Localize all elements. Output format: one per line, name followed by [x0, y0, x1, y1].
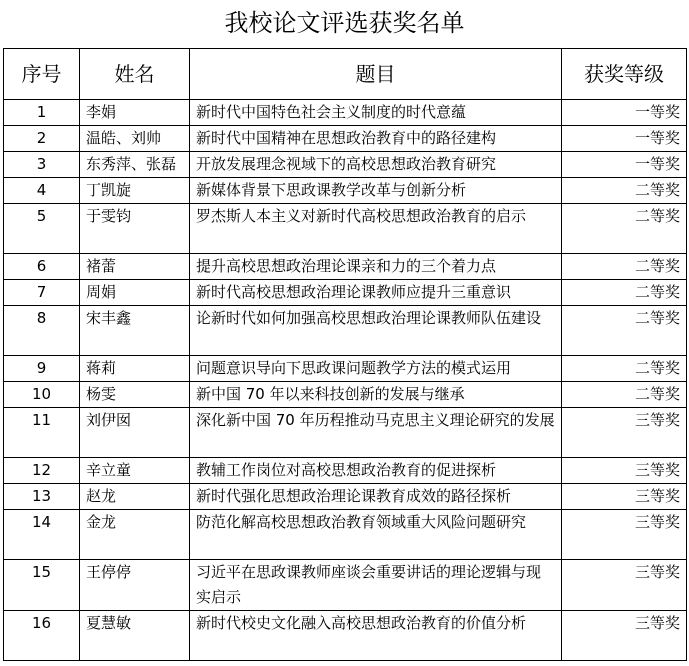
cell-no: 8	[4, 306, 80, 356]
table-row	[4, 126, 687, 152]
cell-name: 宋丰鑫	[80, 306, 190, 356]
page-title: 我校论文评选获奖名单	[224, 9, 465, 37]
table-row	[4, 280, 687, 306]
cell-name: 褚蕾	[80, 254, 190, 280]
cell-topic: 新时代强化思想政治理论课教育成效的路径探析	[190, 484, 562, 510]
cell-level: 三等奖	[562, 560, 687, 611]
cell-name: 丁凯旋	[80, 178, 190, 204]
cell-name: 于雯钧	[80, 204, 190, 254]
cell-topic: 新时代中国特色社会主义制度的时代意蕴	[190, 100, 562, 126]
table-body	[4, 100, 687, 661]
cell-no: 14	[4, 510, 80, 560]
cell-topic: 教辅工作岗位对高校思想政治教育的促进探析	[190, 458, 562, 484]
cell-level: 一等奖	[562, 100, 687, 126]
cell-level: 三等奖	[562, 458, 687, 484]
cell-level: 三等奖	[562, 611, 687, 661]
table-row	[4, 152, 687, 178]
table-row	[4, 356, 687, 382]
cell-no: 11	[4, 408, 80, 458]
award-table	[3, 48, 687, 661]
cell-level: 一等奖	[562, 126, 687, 152]
table-row	[4, 100, 687, 126]
table-row	[4, 611, 687, 661]
cell-topic: 提升高校思想政治理论课亲和力的三个着力点	[190, 254, 562, 280]
cell-level: 二等奖	[562, 204, 687, 254]
table-row	[4, 178, 687, 204]
table-row	[4, 254, 687, 280]
cell-no: 10	[4, 382, 80, 408]
cell-level: 一等奖	[562, 152, 687, 178]
cell-name: 辛立童	[80, 458, 190, 484]
cell-name: 刘伊囡	[80, 408, 190, 458]
cell-topic: 开放发展理念视域下的高校思想政治教育研究	[190, 152, 562, 178]
cell-no: 15	[4, 560, 80, 611]
cell-name: 温皓、刘帅	[80, 126, 190, 152]
cell-name: 夏慧敏	[80, 611, 190, 661]
cell-name: 蒋莉	[80, 356, 190, 382]
cell-topic: 新时代校史文化融入高校思想政治教育的价值分析	[190, 611, 562, 661]
cell-name: 杨雯	[80, 382, 190, 408]
cell-no: 2	[4, 126, 80, 152]
cell-topic: 新中国 70 年以来科技创新的发展与继承	[190, 382, 562, 408]
header-no: 序号	[4, 49, 80, 100]
cell-topic: 新媒体背景下思政课教学改革与创新分析	[190, 178, 562, 204]
cell-level: 二等奖	[562, 356, 687, 382]
cell-name: 赵龙	[80, 484, 190, 510]
cell-no: 5	[4, 204, 80, 254]
cell-level: 二等奖	[562, 178, 687, 204]
cell-no: 3	[4, 152, 80, 178]
cell-no: 13	[4, 484, 80, 510]
cell-no: 9	[4, 356, 80, 382]
table-row	[4, 510, 687, 560]
cell-topic: 论新时代如何加强高校思想政治理论课教师队伍建设	[190, 306, 562, 356]
cell-no: 12	[4, 458, 80, 484]
cell-level: 三等奖	[562, 484, 687, 510]
cell-name: 王停停	[80, 560, 190, 611]
cell-level: 三等奖	[562, 510, 687, 560]
table-row	[4, 408, 687, 458]
cell-topic: 习近平在思政课教师座谈会重要讲话的理论逻辑与现实启示	[190, 560, 562, 611]
cell-topic: 防范化解高校思想政治教育领域重大风险问题研究	[190, 510, 562, 560]
cell-level: 二等奖	[562, 382, 687, 408]
cell-name: 东秀萍、张磊	[80, 152, 190, 178]
header-name: 姓名	[80, 49, 190, 100]
cell-level: 二等奖	[562, 254, 687, 280]
cell-no: 7	[4, 280, 80, 306]
cell-name: 金龙	[80, 510, 190, 560]
cell-topic: 新时代中国精神在思想政治教育中的路径建构	[190, 126, 562, 152]
cell-no: 4	[4, 178, 80, 204]
table-row	[4, 484, 687, 510]
header-row	[4, 49, 687, 100]
table-row	[4, 382, 687, 408]
table-row	[4, 458, 687, 484]
cell-name: 周娟	[80, 280, 190, 306]
header-level: 获奖等级	[562, 49, 687, 100]
header-topic: 题目	[190, 49, 562, 100]
table-row	[4, 204, 687, 254]
cell-topic: 罗杰斯人本主义对新时代高校思想政治教育的启示	[190, 204, 562, 254]
cell-level: 二等奖	[562, 306, 687, 356]
cell-level: 二等奖	[562, 280, 687, 306]
table-row	[4, 306, 687, 356]
cell-level: 三等奖	[562, 408, 687, 458]
cell-topic: 深化新中国 70 年历程推动马克思主义理论研究的发展	[190, 408, 562, 458]
cell-topic: 问题意识导向下思政课问题教学方法的模式运用	[190, 356, 562, 382]
cell-no: 6	[4, 254, 80, 280]
cell-name: 李娟	[80, 100, 190, 126]
cell-no: 16	[4, 611, 80, 661]
table-row	[4, 560, 687, 611]
cell-topic: 新时代高校思想政治理论课教师应提升三重意识	[190, 280, 562, 306]
cell-no: 1	[4, 100, 80, 126]
